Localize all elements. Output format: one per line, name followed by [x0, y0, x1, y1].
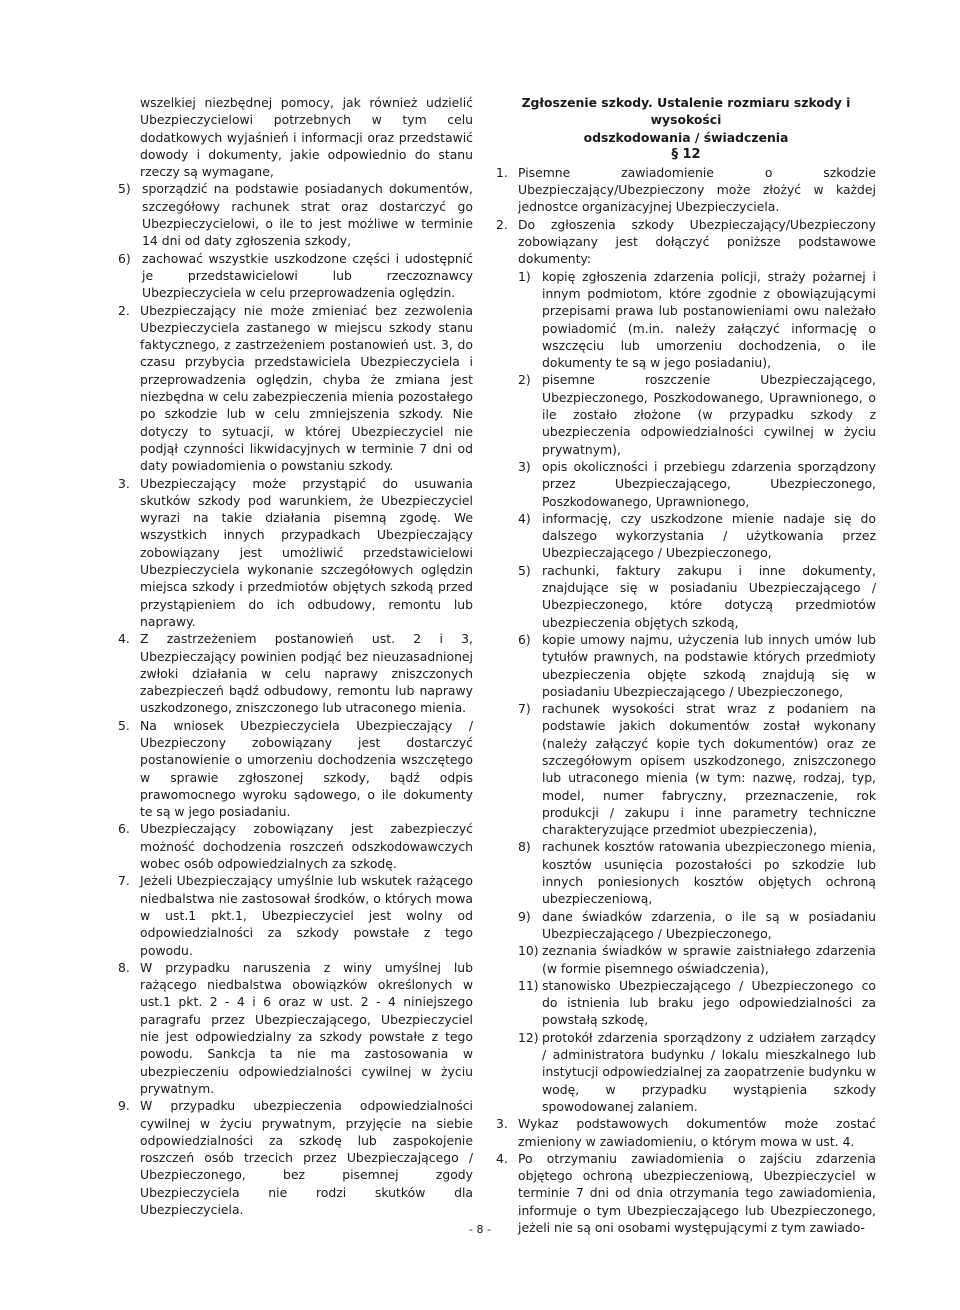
item-text: Ubezpieczający nie może zmieniać bez zezwolenia Ubezpieczyciela zastanego w miejscu szkody stanu faktycznego, z zastrzeżeniem postanowień ust. 3, do czasu przybycia przedstawiciela Ubezpieczyciela i przeprowadzenia oględzin, chyba że zmiana jest niezbędna w celu zabezpieczenia mienia pozostałego po szkodzie lub w celu zmniejszenia szkody. Nie dotyczy to sytuacji, w której Ubezpieczyciel nie podjął czynności likwidacyjnych w terminie 7 dni od daty powiadomienia o powstaniu szkody. [140, 302, 473, 474]
item-text: zeznania świadków w sprawie zaistniałego zdarzenia (w formie pisemnego oświadczenia), [542, 943, 876, 976]
item-number: 10) [518, 943, 539, 959]
item-number: 11) [518, 977, 539, 993]
subpoint-5 [118, 180, 473, 249]
item-number: 4. [496, 1150, 508, 1166]
subpoint [518, 510, 876, 562]
subpoint [518, 371, 876, 457]
item-number: 8) [518, 839, 531, 855]
page-number: - 8 - [469, 1223, 491, 1236]
item-text: Ubezpieczający może przystąpić do usuwania skutków szkody pod warunkiem, że Ubezpieczyciel wyrazi na takie działania pisemną zgodę. We wszystkich innych przypadkach Ubezpieczający zobowiązany jest umożliwić przedstawicielowi Ubezpieczyciela wykonanie szczegółowych oględzin miejsca szkody i przedmiotów objętych szkodą przed przystąpieniem do ich odbudowy, remontu lub naprawy. [140, 475, 473, 629]
item-number: 3. [496, 1116, 508, 1132]
section-heading [496, 94, 876, 146]
item-number: 7. [118, 873, 130, 889]
left-column [118, 94, 473, 1218]
item-text: W przypadku naruszenia z winy umyślnej lub rażącego niedbalstwa obowiązków określonych w ust.1 pkt. 2 - 4 i 6 oraz w ust. 2 - 4 niniejszego paragrafu przez Ubezpieczającego, Ubezpieczyciel nie jest odpowiedzialny za szkody powstałe z tego powodu. Sankcja ta nie ma zastosowania w ubezpieczeniu odpowiedzialności cywilnej w życiu prywatnym. [140, 959, 473, 1096]
item-text: Z zastrzeżeniem postanowień ust. 2 i 3, Ubezpieczający powinien podjąć bez nieuzasadnionej zwłoki działania w celu naprawy zniszczonych zabezpieczeń bądź odbudowy, remontu lub naprawy uszkodzonego, zniszczonego lub utraconego mienia. [140, 631, 473, 716]
list-item [496, 164, 876, 216]
paragraph-symbol: § 12 [671, 146, 701, 162]
subpoint [518, 977, 876, 1029]
list-item [118, 475, 473, 631]
right-column [496, 94, 876, 1236]
item-number: 1. [496, 164, 508, 180]
item-number: 3. [118, 475, 130, 491]
list-item [118, 1097, 473, 1218]
subpoint-number: 6) [118, 250, 131, 266]
subpoint [518, 631, 876, 700]
list-item [118, 820, 473, 872]
item-number: 4. [118, 631, 130, 647]
item-text: opis okoliczności i przebiegu zdarzenia sporządzony przez Ubezpieczającego, Ubezpieczonego, Poszkodowanego, Uprawnionego, [542, 458, 876, 509]
item-number: 8. [118, 959, 130, 975]
item-text: pisemne roszczenie Ubezpieczającego, Ubezpieczonego, Poszkodowanego, Uprawnionego, o ile zostało złożone (w przypadku szkody z ubezpieczenia odpowiedzialności cywilnej w życiu prywatnym), [542, 372, 876, 457]
item-text: kopie umowy najmu, użyczenia lub innych umów lub tytułów prawnych, na podstawie których przedmioty ubezpieczenia objęte szkodą znajdują się w posiadaniu Ubezpieczającego / Ubezpieczonego, [542, 631, 876, 699]
paragraph-continuation: wszelkiej niezbędnej pomocy, jak również udzielić Ubezpieczycielowi potrzebnych w tym celu dodatkowych wyjaśnień i informacji oraz przedstawić dowody i dokumenty, jakie odpowiednio do stanu rzeczy są wymagane, [140, 95, 473, 180]
list-item [118, 717, 473, 821]
item-number: 2. [496, 216, 508, 232]
subpoint [518, 562, 876, 631]
list-item [496, 216, 876, 268]
item-text: Jeżeli Ubezpieczający umyślnie lub wskutek rażącego niedbalstwa nie zastosował środków, o których mowa w ust.1 pkt.1, Ubezpieczyciel jest wolny od odpowiedzialności za szkody powstałe z tego powodu. [140, 873, 473, 958]
item-number: 5. [118, 717, 130, 733]
item-text: kopię zgłoszenia zdarzenia policji, straży pożarnej i innym podmiotom, które zgodnie z obowiązującymi przepisami prawa lub postanowieniami owu należało powiadomić (m.in. należy załączyć informację o wszczęciu lub umorzeniu dochodzenia, o ile dokumenty te są w jego posiadaniu), [542, 268, 876, 371]
item-text: W przypadku ubezpieczenia odpowiedzialności cywilnej w życiu prywatnym, przyjęcie na siebie odpowiedzialności za szkodę lub zaspokojenie roszczeń osób trzecich przez Ubezpieczającego / Ubezpieczonego, bez pisemnej zgody Ubezpieczyciela nie rodzi skutków dla Ubezpieczyciela. [140, 1098, 473, 1217]
heading-line: Zgłoszenie szkody. Ustalenie rozmiaru szkody i wysokości [521, 95, 851, 128]
subpoint [518, 700, 876, 838]
item-text: Wykaz podstawowych dokumentów może zostać zmieniony w zawiadomieniu, o którym mowa w ust. 4. [518, 1116, 876, 1149]
item-number: 1) [518, 268, 531, 284]
item-number: 9) [518, 908, 531, 924]
subpoint-number: 5) [118, 181, 131, 197]
subpoint [518, 942, 876, 977]
subpoint [518, 838, 876, 907]
list-item [118, 959, 473, 1097]
item-text: stanowisko Ubezpieczającego / Ubezpieczonego co do istnienia lub braku jego odpowiedzialności za powstałą szkodę, [542, 977, 876, 1028]
item-number: 2) [518, 372, 531, 388]
subpoint [518, 458, 876, 510]
item-number: 12) [518, 1029, 539, 1045]
item-text: Ubezpieczający zobowiązany jest zabezpieczyć możność dochodzenia roszczeń odszkodowawczych wobec osób odpowiedzialnych za szkodę. [140, 821, 473, 872]
heading-line: odszkodowania / świadczenia [583, 129, 789, 145]
item-number: 3) [518, 458, 531, 474]
item-number: 6. [118, 821, 130, 837]
subpoint-text: sporządzić na podstawie posiadanych dokumentów, szczegółowy rachunek strat oraz dostarczyć go Ubezpieczycielowi, o ile to jest możliwe w terminie 14 dni od daty zgłoszenia szkody, [142, 181, 473, 249]
item-text: Pisemne zawiadomienie o szkodzie Ubezpieczający/Ubezpieczony może złożyć w każdej jednostce organizacyjnej Ubezpieczyciela. [518, 164, 876, 215]
item-text: rachunek kosztów ratowania ubezpieczonego mienia, kosztów usunięcia pozostałości po szkodzie lub innych poniesionych kosztów objętych ochroną ubezpieczeniową, [542, 839, 876, 907]
item-number: 9. [118, 1098, 130, 1114]
item-number: 5) [518, 562, 531, 578]
item-text: dane świadków zdarzenia, o ile są w posiadaniu Ubezpieczającego / Ubezpieczonego, [542, 908, 876, 941]
subpoint [518, 908, 876, 943]
item-text: informację, czy uszkodzone mienie nadaje się do dalszego wykorzystania / użytkowania przez Ubezpieczającego / Ubezpieczonego, [542, 510, 876, 561]
item-text: rachunki, faktury zakupu i inne dokumenty, znajdujące się w posiadaniu Ubezpieczającego / Ubezpieczonego, które dotyczą przedmiotów ubezpieczenia objętych szkodą, [542, 562, 876, 630]
subpoint [518, 268, 876, 372]
item-number: 7) [518, 701, 531, 717]
item-number: 6) [518, 631, 531, 647]
subpoint-6 [118, 250, 473, 302]
list-item [118, 872, 473, 958]
subpoint-text: zachować wszystkie uszkodzone części i udostępnić je przedstawicielowi lub rzeczoznawcy Ubezpieczyciela w celu przeprowadzenia oględzin. [142, 250, 473, 301]
item-number: 2. [118, 302, 130, 318]
list-item [496, 1115, 876, 1150]
item-number: 4) [518, 510, 531, 526]
list-item [118, 302, 473, 475]
item-text: Po otrzymaniu zawiadomienia o zajściu zdarzenia objętego ochroną ubezpieczeniową, Ubezpieczyciel w terminie 7 dni od dnia otrzymania tego zawiadomienia, informuje o tym Ubezpieczającego lub Ubezpieczonego, jeżeli nie są oni osobami występującymi z tym zawiado- [518, 1150, 876, 1235]
item-text: Na wniosek Ubezpieczyciela Ubezpieczający / Ubezpieczony zobowiązany jest dostarczyć postanowienie o umorzeniu dochodzenia wszczętego w sprawie zgłoszonej szkody, bądź odpis prawomocnego wyroku sądowego, o ile dokumenty te są w jego posiadaniu. [140, 717, 473, 820]
list-item [118, 630, 473, 716]
item-text: rachunek wysokości strat wraz z podaniem na podstawie jakich dokumentów został wykonany (należy załączyć kopie tych dokumentów) oraz ze szczegółowym opisem uszkodzonego, zniszczonego lub utraconego mienia (w tym: nazwę, rodzaj, typ, model, numer fabryczny, przeznaczenie, rok produkcji / zakupu i inne parametry techniczne charakteryzujące przedmiot ubezpieczenia), [542, 701, 876, 838]
subpoint [518, 1029, 876, 1115]
item-text: protokół zdarzenia sporządzony z udziałem zarządcy / administratora budynku / lokalu mieszkalnego lub instytucji odpowiedzialnej za zaopatrzenie budynku w wodę, w przypadku wystąpienia szkody spowodowanej zalaniem. [542, 1029, 876, 1114]
item-text: Do zgłoszenia szkody Ubezpieczający/Ubezpieczony zobowiązany jest dołączyć poniższe podstawowe dokumenty: [518, 216, 876, 267]
